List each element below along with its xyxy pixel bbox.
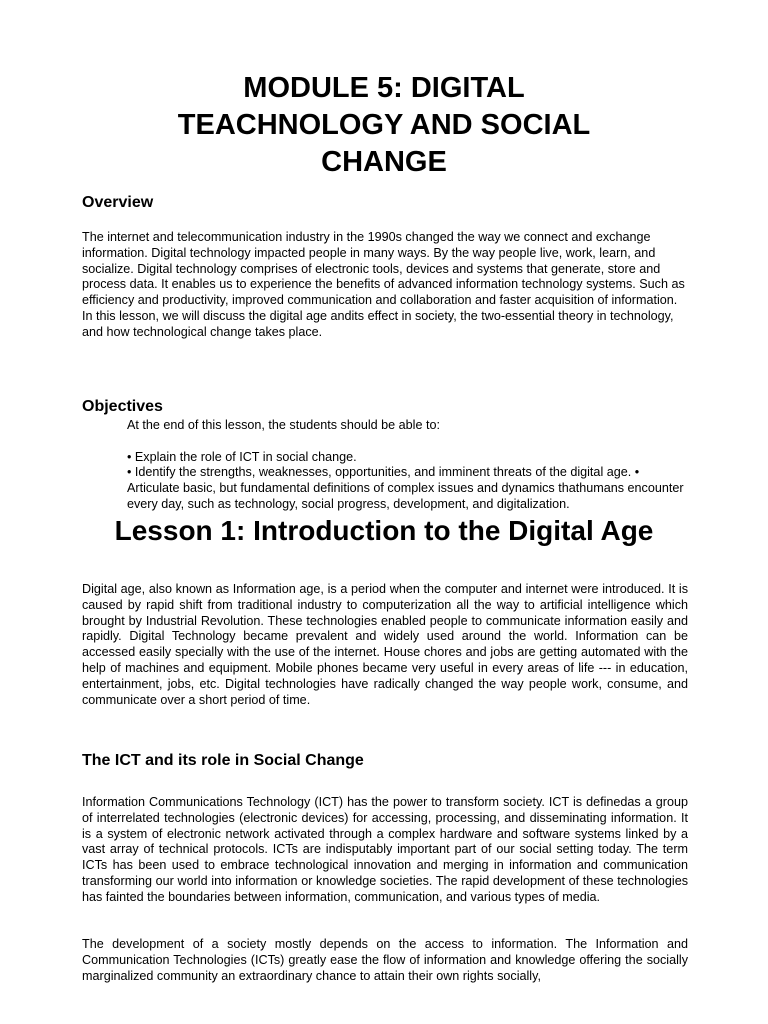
overview-paragraph: The internet and telecommunication industry in the 1990s changed the way we connect and exchange information. Digital technology impacted people in many ways. By the way people live, work, learn, and socialize. Digital technology comprises of electronic tools, devices and systems that generate, store and process data. It enables us to experience the benefits of advanced information technology systems. Such as efficiency and productivity, improved communication and collaboration and faster acquisition of information. In this lesson, we will discuss the digital age andits effect in society, the two-essential theory in technology, and how technological change takes place. — [82, 230, 685, 339]
ict-heading: The ICT and its role in Social Change — [82, 752, 364, 769]
module-title — [0, 70, 768, 181]
module-title-line-1: MODULE 5: DIGITAL — [243, 72, 525, 104]
lesson-1-title: Lesson 1: Introduction to the Digital Age — [114, 515, 654, 546]
ict-paragraph-2: The development of a society mostly depends on the access to information. The Information and Communication Technologies (ICTs) greatly ease the flow of information and knowledge offering the socially marginalized community an extraordinary chance to attain their own rights socially, — [82, 937, 688, 983]
module-title-line-3: CHANGE — [321, 146, 447, 178]
objective-item-1: • Explain the role of ICT in social change. — [127, 450, 357, 464]
objectives-heading: Objectives — [82, 398, 163, 415]
lesson-1-paragraph: Digital age, also known as Information age, is a period when the computer and internet were introduced. It is caused by rapid shift from traditional industry to computerization all the way to artificial intelligence which brought by Industrial Revolution. These technologies enabled people to communicate information easily and rapidly. Digital Technology became prevalent and widely used around the world. Information can be accessed easily specially with the use of the internet. House chores and jobs are getting automated with the help of machines and equipment. Mobile phones became very useful in every areas of life --- in education, entertainment, jobs, etc. Digital technologies have radically changed the way people work, consume, and communicate over a short period of time. — [82, 582, 688, 707]
overview-heading: Overview — [82, 194, 154, 211]
module-title-line-2: TEACHNOLOGY AND SOCIAL — [177, 109, 591, 141]
ict-paragraph-1: Information Communications Technology (ICT) has the power to transform society. ICT is definedas a group of interrelated technologies (electronic devices) for accessing, processing, and disseminating information. It is a system of electronic network activated through a complex hardware and software systems linked by a vast array of technical protocols. ICTs are indisputably important part of our social setting today. The term ICTs has been used to embrace technological innovation and merging in information and communication transforming our world into information or knowledge societies. The rapid development of these technologies has fainted the boundaries between information, communication, and various types of media. — [82, 795, 688, 904]
objectives-intro: At the end of this lesson, the students should be able to: — [127, 418, 440, 432]
objective-item-2: • Identify the strengths, weaknesses, opportunities, and imminent threats of the digital age. • Articulate basic, but fundamental definitions of complex issues and dynamics thathumans encounter every day, such as technology, social progress, development, and digitalization. — [127, 465, 684, 511]
